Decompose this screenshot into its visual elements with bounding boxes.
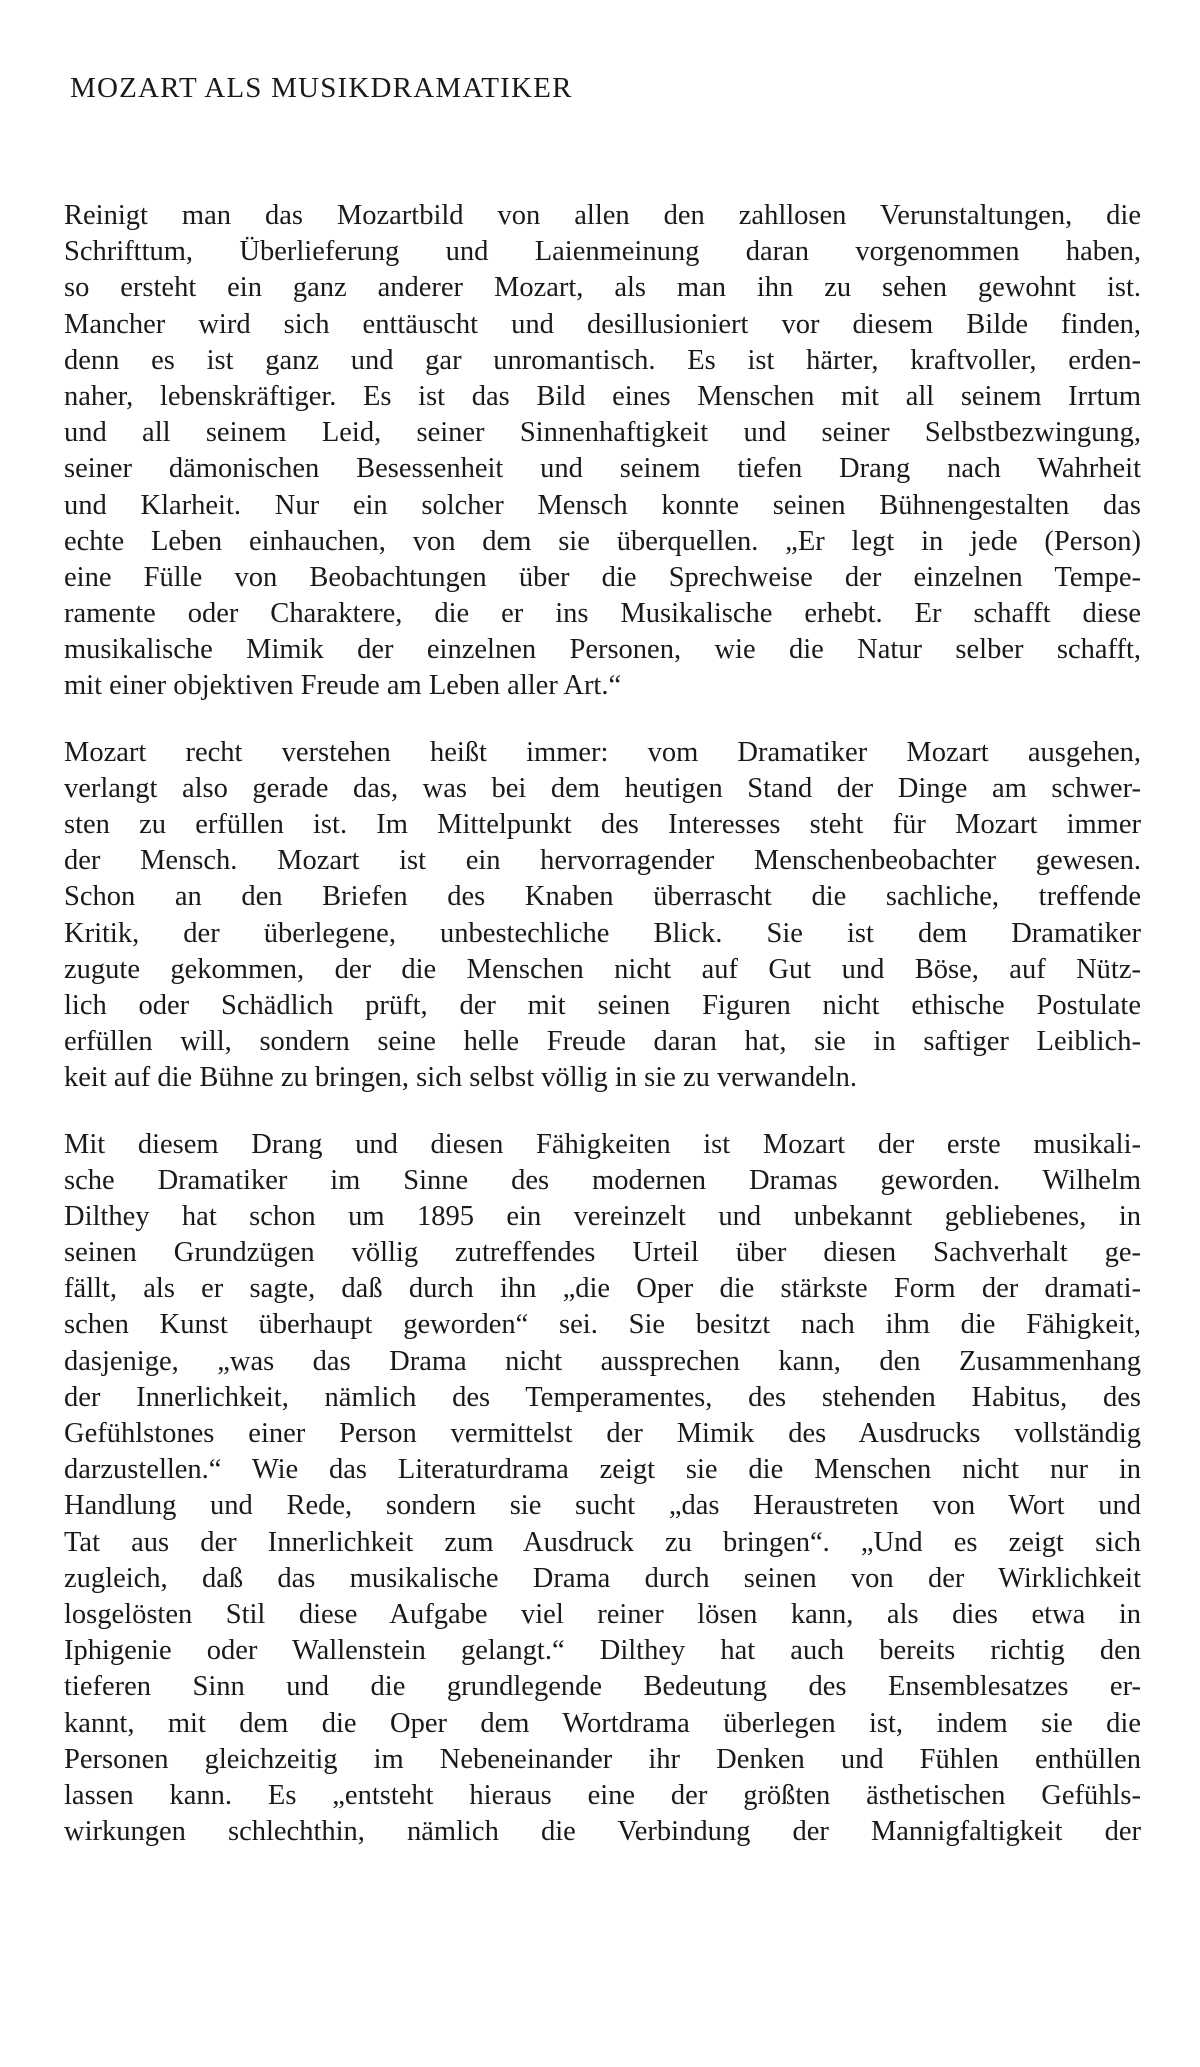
- text-line: echte Leben einhauchen, von dem sie überquellen. „Er legt in jede (Person): [64, 525, 1141, 557]
- text-line: musikalische Mimik der einzelnen Personen, wie die Natur selber schafft,: [64, 634, 1141, 666]
- text-line: kannt, mit dem die Oper dem Wortdrama überlegen ist, indem sie die: [64, 1707, 1141, 1739]
- text-line: seinen Grundzügen völlig zutreffendes Urteil über diesen Sachverhalt ge-: [64, 1237, 1141, 1269]
- paragraph-3: [64, 1127, 1141, 1851]
- paragraph-1: [64, 198, 1141, 705]
- text-line: eine Fülle von Beobachtungen über die Sprechweise der einzelnen Tempe-: [64, 561, 1141, 593]
- text-line: Gefühlstones einer Person vermittelst der Mimik des Ausdrucks vollständig: [64, 1418, 1141, 1449]
- text-line: Mozart recht verstehen heißt immer: vom Dramatiker Mozart ausgehen,: [64, 736, 1141, 768]
- text-line: denn es ist ganz und gar unromantisch. Es ist härter, kraftvoller, erden-: [64, 344, 1141, 376]
- text-line: Mancher wird sich enttäuscht und desillusioniert vor diesem Bilde finden,: [64, 308, 1141, 340]
- text-line: Tat aus der Innerlichkeit zum Ausdruck zu bringen“. „Und es zeigt sich: [64, 1526, 1141, 1558]
- text-line: ramente oder Charaktere, die er ins Musikalische erhebt. Er schafft diese: [64, 598, 1141, 630]
- text-line: darzustellen.“ Wie das Literaturdrama zeigt sie die Menschen nicht nur in: [64, 1454, 1141, 1486]
- text-line: der Mensch. Mozart ist ein hervorragender Menschenbeobachter gewesen.: [64, 845, 1141, 877]
- text-line: erfüllen will, sondern seine helle Freude daran hat, sie in saftiger Leiblich-: [64, 1026, 1141, 1058]
- body-text: [64, 198, 1141, 1880]
- text-line: Kritik, der überlegene, unbestechliche Blick. Sie ist dem Dramatiker: [64, 917, 1141, 949]
- text-line: sche Dramatiker im Sinne des modernen Dramas geworden. Wilhelm: [64, 1164, 1141, 1196]
- paragraph-2: [64, 735, 1141, 1097]
- running-head: MOZART ALS MUSIKDRAMATIKER: [70, 72, 573, 104]
- text-line: und Klarheit. Nur ein solcher Mensch konnte seinen Bühnengestalten das: [64, 489, 1141, 521]
- text-line: fällt, als er sagte, daß durch ihn „die Oper die stärkste Form der dramati-: [64, 1273, 1141, 1305]
- text-line: keit auf die Bühne zu bringen, sich selbst völlig in sie zu verwandeln.: [64, 1062, 858, 1094]
- text-line: dasjenige, „was das Drama nicht aussprechen kann, den Zusammenhang: [64, 1345, 1141, 1377]
- text-line: lassen kann. Es „entsteht hieraus eine der größten ästhetischen Gefühls-: [64, 1779, 1141, 1811]
- text-line: naher, lebenskräftiger. Es ist das Bild eines Menschen mit all seinem Irrtum: [64, 380, 1141, 412]
- text-line: Dilthey hat schon um 1895 ein vereinzelt und unbekannt gebliebenes, in: [64, 1200, 1141, 1232]
- text-line: Handlung und Rede, sondern sie sucht „das Heraustreten von Wort und: [64, 1490, 1141, 1522]
- text-line: zugute gekommen, der die Menschen nicht auf Gut und Böse, auf Nütz-: [64, 953, 1141, 985]
- text-line: mit einer objektiven Freude am Leben aller Art.“: [64, 670, 622, 702]
- text-line: Schrifttum, Überlieferung und Laienmeinung daran vorgenommen haben,: [64, 236, 1141, 268]
- text-line: zugleich, daß das musikalische Drama durch seinen von der Wirklichkeit: [64, 1562, 1141, 1594]
- text-line: der Innerlichkeit, nämlich des Temperamentes, des stehenden Habitus, des: [64, 1381, 1141, 1413]
- text-line: Iphigenie oder Wallenstein gelangt.“ Dilthey hat auch bereits richtig den: [64, 1635, 1141, 1667]
- text-line: so ersteht ein ganz anderer Mozart, als man ihn zu sehen gewohnt ist.: [64, 272, 1141, 304]
- text-line: und all seinem Leid, seiner Sinnenhaftigkeit und seiner Selbstbezwingung,: [64, 417, 1141, 449]
- text-line: Mit diesem Drang und diesen Fähigkeiten ist Mozart der erste musikali-: [64, 1128, 1141, 1160]
- text-line: Schon an den Briefen des Knaben überrascht die sachliche, treffende: [64, 881, 1141, 913]
- text-line: tieferen Sinn und die grundlegende Bedeutung des Ensemblesatzes er-: [64, 1671, 1141, 1703]
- text-line: verlangt also gerade das, was bei dem heutigen Stand der Dinge am schwer-: [64, 772, 1141, 804]
- text-line: seiner dämonischen Besessenheit und seinem tiefen Drang nach Wahrheit: [64, 453, 1141, 485]
- text-line: schen Kunst überhaupt geworden“ sei. Sie besitzt nach ihm die Fähigkeit,: [64, 1309, 1141, 1341]
- text-line: losgelösten Stil diese Aufgabe viel reiner lösen kann, als dies etwa in: [64, 1598, 1141, 1630]
- text-line: lich oder Schädlich prüft, der mit seinen Figuren nicht ethische Postulate: [64, 989, 1141, 1021]
- text-line: Personen gleichzeitig im Nebeneinander ihr Denken und Fühlen enthüllen: [64, 1743, 1141, 1775]
- text-line: Reinigt man das Mozartbild von allen den zahllosen Verunstaltungen, die: [64, 200, 1141, 231]
- text-line: sten zu erfüllen ist. Im Mittelpunkt des Interesses steht für Mozart immer: [64, 809, 1141, 840]
- text-line: wirkungen schlechthin, nämlich die Verbindung der Mannigfaltigkeit der: [64, 1816, 1141, 1848]
